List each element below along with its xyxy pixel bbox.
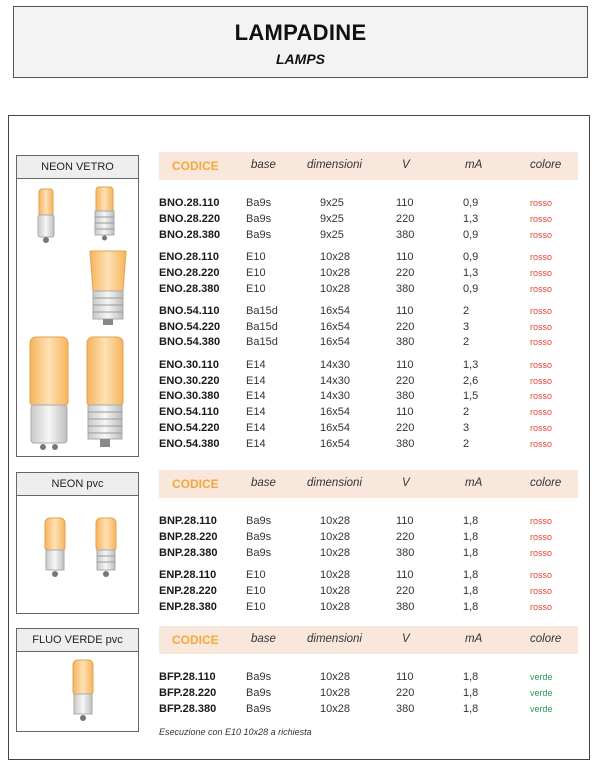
lamp-current: 1,5 [463,390,479,403]
product-code: BNO.54.220 [159,320,221,333]
lamp-dimensions: 16x54 [320,336,350,349]
table-row [0,600,590,615]
product-code: ENO.28.380 [159,282,220,295]
product-code: ENO.54.380 [159,437,220,450]
lamp-voltage: 110 [396,197,414,209]
lamp-base: Ba15d [246,336,278,349]
lamp-dimensions: 16x54 [320,437,350,450]
lamp-dimensions: 10x28 [320,686,350,699]
header-dimensioni: dimensioni [307,477,362,489]
section-label-neon-vetro: NEON VETRO [16,155,139,179]
table-row [0,250,590,265]
lamp-voltage: 380 [396,336,415,349]
table-row [0,568,590,583]
lamp-color: rosso [530,321,553,332]
table-row [0,530,590,545]
lamp-current: 2,6 [463,374,479,387]
lamp-dimensions: 14x30 [320,390,350,403]
lamp-base: E10 [246,282,266,295]
table-row [0,374,590,389]
product-code: BNO.28.220 [159,212,221,225]
lamp-dimensions: 10x28 [320,546,350,559]
header-codice: CODICE [172,633,219,647]
lamp-voltage: 380 [396,228,415,241]
lamp-dimensions: 9x25 [320,197,344,209]
lamp-color: rosso [530,198,553,208]
lamp-current: 2 [463,304,470,317]
product-code: ENO.30.220 [159,374,220,387]
lamp-dimensions: 9x25 [320,212,344,225]
lamp-dimensions: 10x28 [320,568,350,581]
header-ma: mA [465,477,483,489]
table-row [0,282,590,297]
table-row [0,405,590,420]
lamp-base: Ba9s [246,197,272,209]
lamp-current: 0,9 [463,282,479,295]
table-row [0,421,590,436]
lamp-voltage: 380 [396,702,415,715]
lamp-base: Ba15d [246,304,278,317]
product-code: BNP.28.380 [159,546,218,559]
section-label-fluo-verde-pvc: FLUO VERDE pvc [16,628,139,652]
lamp-dimensions: 10x28 [320,250,350,263]
lamp-base: Ba9s [246,228,272,241]
lamp-color: rosso [530,601,553,612]
lamp-voltage: 220 [396,584,415,597]
lamp-voltage: 220 [396,421,415,434]
lamp-base: Ba9s [246,530,272,543]
lamp-dimensions: 10x28 [320,584,350,597]
product-code: ENO.28.220 [159,266,220,279]
footnote: Esecuzione con E10 10x28 a richiesta [159,727,312,737]
lamp-current: 3 [463,320,470,333]
lamp-base: Ba9s [246,515,272,527]
lamp-voltage: 380 [396,546,415,559]
table-row [0,584,590,599]
table-row [0,212,590,227]
product-code: BNO.28.380 [159,228,221,241]
lamp-dimensions: 14x30 [320,358,350,371]
header-v: V [402,159,410,171]
lamp-voltage: 220 [396,212,415,225]
lamp-voltage: 220 [396,320,415,333]
lamp-dimensions: 14x30 [320,374,350,387]
table-row [0,196,590,211]
lamp-color: rosso [530,547,553,558]
lamp-dimensions: 9x25 [320,228,344,241]
lamp-current: 1,8 [463,530,479,543]
lamp-dimensions: 10x28 [320,530,350,543]
lamp-current: 1,8 [463,515,479,527]
table-header-neon-vetro [159,152,578,180]
lamp-color: rosso [530,516,553,526]
lamp-base: Ba9s [246,686,272,699]
product-code: BNO.54.110 [159,304,220,317]
table-row [0,437,590,452]
lamp-dimensions: 10x28 [320,515,350,527]
lamp-dimensions: 16x54 [320,406,350,419]
table-row [0,389,590,404]
table-row [0,686,590,701]
lamp-current: 1,3 [463,358,479,371]
lamp-current: 0,9 [463,250,479,263]
lamp-base: Ba9s [246,671,272,683]
lamp-color: rosso [530,422,553,433]
header-v: V [402,477,410,489]
lamp-voltage: 110 [396,250,414,263]
lamp-voltage: 380 [396,390,415,403]
lamp-current: 1,8 [463,686,479,699]
product-code: BNO.54.380 [159,336,221,349]
product-code: BFP.28.220 [159,686,217,699]
lamp-color: rosso [530,375,553,386]
lamp-dimensions: 10x28 [320,600,350,613]
lamp-voltage: 110 [396,406,414,419]
header-colore: colore [530,633,562,645]
lamp-current: 1,8 [463,546,479,559]
lamp-dimensions: 10x28 [320,282,350,295]
header-dimensioni: dimensioni [307,159,362,171]
lamp-base: E14 [246,406,266,419]
product-code: BNP.28.220 [159,530,218,543]
product-code: BFP.28.380 [159,702,217,715]
lamp-current: 1,3 [463,266,479,279]
lamp-color: verde [530,687,553,698]
lamp-base: E10 [246,250,266,263]
table-row [0,358,590,373]
lamp-dimensions: 16x54 [320,421,350,434]
lamp-color: rosso [530,407,553,418]
lamp-current: 1,8 [463,600,479,613]
lamp-base: Ba15d [246,320,278,333]
lamp-color: rosso [530,267,553,278]
lamp-color: rosso [530,337,553,348]
header-codice: CODICE [172,477,219,491]
lamp-color: rosso [530,391,553,402]
lamp-current: 2 [463,336,470,349]
lamp-voltage: 220 [396,266,415,279]
lamp-voltage: 220 [396,530,415,543]
header-v: V [402,633,410,645]
lamp-base: E14 [246,437,266,450]
table-row [0,266,590,281]
header-base: base [251,159,276,171]
product-code: ENP.28.110 [159,568,217,581]
table-row [0,514,590,529]
lamp-base: E14 [246,390,266,403]
lamp-color: rosso [530,569,553,580]
lamp-voltage: 220 [396,686,415,699]
lamp-voltage: 380 [396,282,415,295]
lamp-color: rosso [530,305,553,316]
lamp-color: rosso [530,359,553,370]
lamp-current: 1,8 [463,702,479,715]
lamp-base: Ba9s [246,702,272,715]
product-code: ENO.28.110 [159,250,219,263]
table-row [0,304,590,319]
product-code: ENO.30.380 [159,390,220,403]
lamp-voltage: 380 [396,600,415,613]
product-code: ENO.54.220 [159,421,220,434]
lamp-color: rosso [530,251,553,262]
header-codice: CODICE [172,159,219,173]
lamp-current: 1,8 [463,584,479,597]
lamp-dimensions: 10x28 [320,266,350,279]
lamp-voltage: 110 [396,515,414,527]
page-subtitle: LAMPS [276,51,325,67]
lamp-voltage: 110 [396,568,414,581]
page-header [13,6,588,78]
table-row [0,702,590,717]
product-code: ENO.30.110 [159,358,219,371]
lamp-current: 1,3 [463,212,479,225]
lamp-base: Ba9s [246,212,272,225]
lamp-color: rosso [530,283,553,294]
lamp-current: 0,9 [463,197,479,209]
lamp-dimensions: 16x54 [320,320,350,333]
table-header-neon-pvc [159,470,578,498]
lamp-dimensions: 10x28 [320,702,350,715]
lamp-base: E10 [246,600,266,613]
lamp-base: E10 [246,266,266,279]
page-title: LAMPADINE [234,20,367,45]
header-colore: colore [530,477,562,489]
lamp-voltage: 380 [396,437,415,450]
header-dimensioni: dimensioni [307,633,362,645]
header-ma: mA [465,633,483,645]
section-label-neon-pvc: NEON pvc [16,472,139,496]
table-row [0,335,590,350]
product-code: ENO.54.110 [159,406,219,419]
lamp-voltage: 110 [396,304,414,317]
lamp-current: 1,8 [463,568,479,581]
lamp-color: rosso [530,213,553,224]
lamp-base: E10 [246,568,266,581]
product-code: ENP.28.380 [159,600,217,613]
header-colore: colore [530,159,562,171]
table-row [0,320,590,335]
lamp-color: verde [530,672,553,682]
lamp-color: rosso [530,585,553,596]
lamp-current: 3 [463,421,470,434]
lamp-base: E14 [246,374,266,387]
lamp-base: E14 [246,358,266,371]
lamp-voltage: 110 [396,358,414,371]
header-base: base [251,477,276,489]
table-header-fluo-verde [159,626,578,654]
header-base: base [251,633,276,645]
lamp-current: 2 [463,406,470,419]
lamp-dimensions: 10x28 [320,671,350,683]
lamp-base: Ba9s [246,546,272,559]
lamp-current: 0,9 [463,228,479,241]
lamp-color: verde [530,703,553,714]
product-code: BNO.28.110 [159,197,220,209]
header-ma: mA [465,159,483,171]
product-code: BFP.28.110 [159,671,216,683]
lamp-color: rosso [530,531,553,542]
table-row [0,228,590,243]
lamp-color: rosso [530,438,553,449]
lamp-dimensions: 16x54 [320,304,350,317]
lamp-voltage: 110 [396,671,414,683]
product-code: BNP.28.110 [159,515,217,527]
table-row [0,546,590,561]
lamp-current: 2 [463,437,470,450]
lamp-current: 1,8 [463,671,479,683]
lamp-color: rosso [530,229,553,240]
lamp-voltage: 220 [396,374,415,387]
lamp-base: E14 [246,421,266,434]
table-row [0,670,590,685]
product-code: ENP.28.220 [159,584,217,597]
lamp-base: E10 [246,584,266,597]
